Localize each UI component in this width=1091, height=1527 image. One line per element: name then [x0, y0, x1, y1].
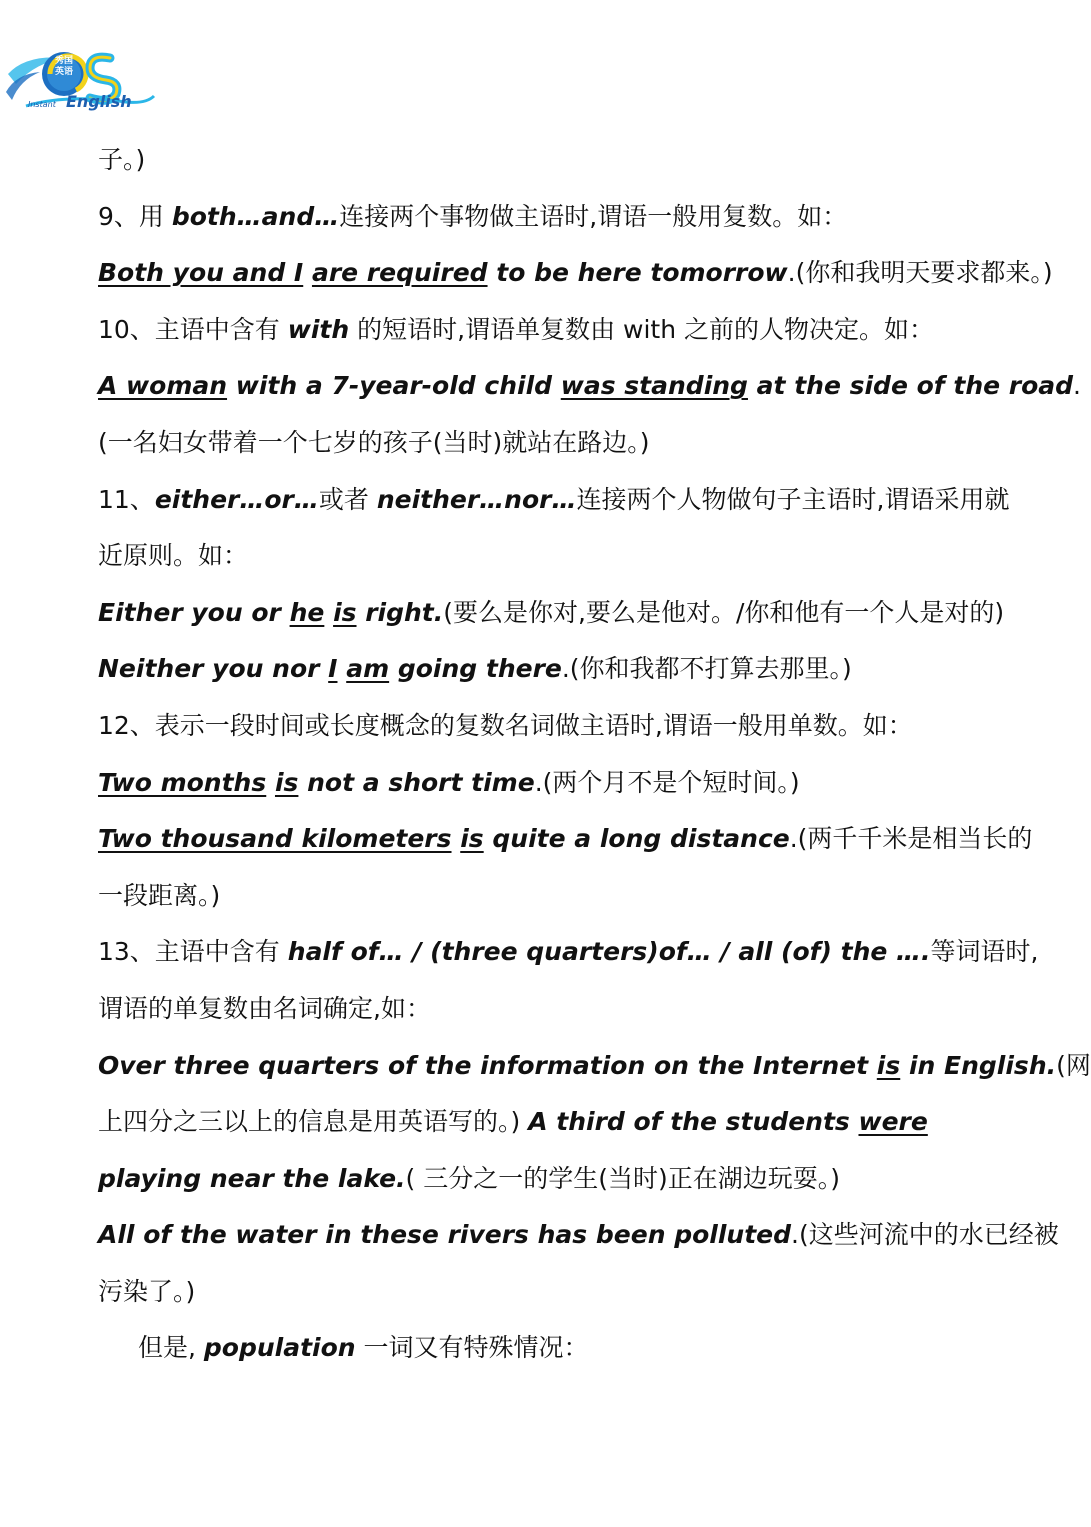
chinese-text: (要么是你对,要么是他对。/你和他有一个人是对的) — [443, 597, 1005, 627]
text-line — [98, 1207, 1059, 1264]
english-text: with — [287, 314, 350, 344]
underlined-english-text: was standing — [560, 371, 748, 401]
chinese-text: .(你和我都不打算去那里。) — [561, 654, 852, 684]
english-text: half of… / (three quarters)of… / all (of) the …. — [287, 937, 931, 967]
english-text: quite a long distance — [483, 824, 790, 854]
text-line — [98, 1320, 998, 1377]
chinese-text: 谓语的单复数由名词确定,如： — [98, 993, 431, 1023]
text-line — [98, 1094, 998, 1151]
logo-english-text: English — [66, 92, 132, 111]
english-text — [452, 824, 461, 853]
chinese-text: 近原则。如： — [98, 541, 249, 571]
underlined-english-text: are required — [311, 258, 488, 288]
english-text: both…and… — [171, 201, 340, 231]
chinese-text: (一名妇女带着一个七岁的孩子(当时)就站在路边。) — [98, 427, 650, 457]
chinese-text: 但是, — [138, 1333, 204, 1363]
underlined-english-text: Two thousand kilometers — [98, 824, 452, 854]
english-text: with a 7-year-old child — [227, 371, 561, 401]
underlined-english-text: I — [328, 654, 338, 684]
text-line — [98, 302, 998, 359]
chinese-text: 10、主语中含有 — [98, 314, 288, 344]
chinese-text: 连接两个人物做句子主语时,谓语采用就 — [576, 484, 1010, 514]
english-text: population — [203, 1333, 356, 1363]
chinese-text: 等词语时, — [930, 937, 1039, 967]
english-text: neither…nor… — [376, 484, 577, 514]
english-text: going there — [389, 654, 562, 684]
chinese-text: ( 三分之一的学生(当时)正在湖边玩耍。) — [405, 1163, 840, 1193]
text-line — [98, 1038, 1091, 1095]
chinese-text: 9、用 — [98, 201, 172, 231]
english-text: at the side of the road — [747, 371, 1074, 401]
english-text: Over three quarters of the information on the Internet — [98, 1050, 877, 1080]
text-line — [98, 245, 1053, 302]
text-line — [98, 1151, 998, 1208]
english-text — [303, 258, 312, 287]
english-text: Neither you nor — [98, 654, 329, 684]
text-line — [98, 924, 1039, 981]
chinese-text: 的短语时,谓语单复数由 with 之前的人物决定。如： — [349, 314, 935, 344]
underlined-english-text: is — [274, 767, 299, 797]
english-text — [266, 768, 275, 797]
english-text: Either you or — [98, 597, 290, 627]
chinese-text: .(两个月不是个短时间。) — [534, 767, 800, 797]
chinese-text: . — [1073, 371, 1081, 401]
text-line — [98, 868, 998, 925]
logo-chinese-text: 秀国 英语 — [54, 56, 73, 77]
english-text: either…or… — [154, 484, 319, 514]
chinese-text: .(你和我明天要求都来。) — [787, 258, 1053, 288]
chinese-text: 一段距离。) — [98, 880, 221, 910]
underlined-english-text: Two months — [98, 767, 267, 797]
chinese-text: 连接两个事物做主语时,谓语一般用复数。如： — [339, 201, 848, 231]
text-line — [98, 641, 998, 698]
underlined-english-text: is — [460, 824, 484, 854]
chinese-text: 13、主语中含有 — [98, 937, 288, 967]
english-text: playing near the lake. — [98, 1163, 406, 1193]
underlined-english-text: is — [333, 597, 357, 627]
text-line — [98, 755, 998, 812]
logo-instant-text: Instant — [28, 100, 56, 109]
english-text: All of the water in these rivers has been polluted — [98, 1220, 792, 1250]
english-text: to be here tomorrow — [487, 258, 788, 288]
english-text: not a short time — [298, 767, 535, 797]
chinese-text: 子。) — [98, 145, 146, 174]
chinese-text: 11、 — [98, 484, 155, 514]
chinese-text: 一词又有特殊情况： — [355, 1333, 589, 1363]
chinese-text: .(两千千米是相当长的 — [789, 824, 1033, 854]
text-line — [98, 358, 1081, 415]
chinese-text: 上四分之三以上的信息是用英语写的。) — [98, 1107, 529, 1137]
text-line — [98, 189, 998, 246]
underlined-english-text: Both you and I — [98, 258, 304, 288]
english-text: right. — [356, 597, 444, 627]
underlined-english-text: were — [858, 1107, 928, 1137]
text-line — [98, 132, 998, 189]
text-line — [98, 415, 998, 472]
text-line — [98, 698, 998, 755]
underlined-english-text: he — [289, 597, 325, 627]
chinese-text: (网 — [1056, 1050, 1091, 1080]
underlined-english-text: A woman — [98, 371, 228, 401]
document-body — [98, 132, 1091, 1377]
chinese-text: 或者 — [318, 484, 377, 514]
chinese-text: .(这些河流中的水已经被 — [791, 1220, 1059, 1250]
english-text: in English. — [900, 1050, 1057, 1080]
underlined-english-text: is — [876, 1050, 901, 1080]
text-line — [98, 528, 998, 585]
underlined-english-text: am — [346, 654, 390, 684]
text-line — [98, 981, 998, 1038]
english-text — [324, 598, 333, 627]
chinese-text: 12、表示一段时间或长度概念的复数名词做主语时,谓语一般用单数。如： — [98, 710, 913, 740]
english-text: A third of the students — [528, 1107, 859, 1137]
text-line — [98, 472, 1010, 529]
text-line — [98, 1264, 998, 1321]
english-text — [337, 654, 346, 683]
text-line — [98, 585, 1005, 642]
chinese-text: 污染了。) — [98, 1276, 196, 1306]
text-line — [98, 811, 1033, 868]
